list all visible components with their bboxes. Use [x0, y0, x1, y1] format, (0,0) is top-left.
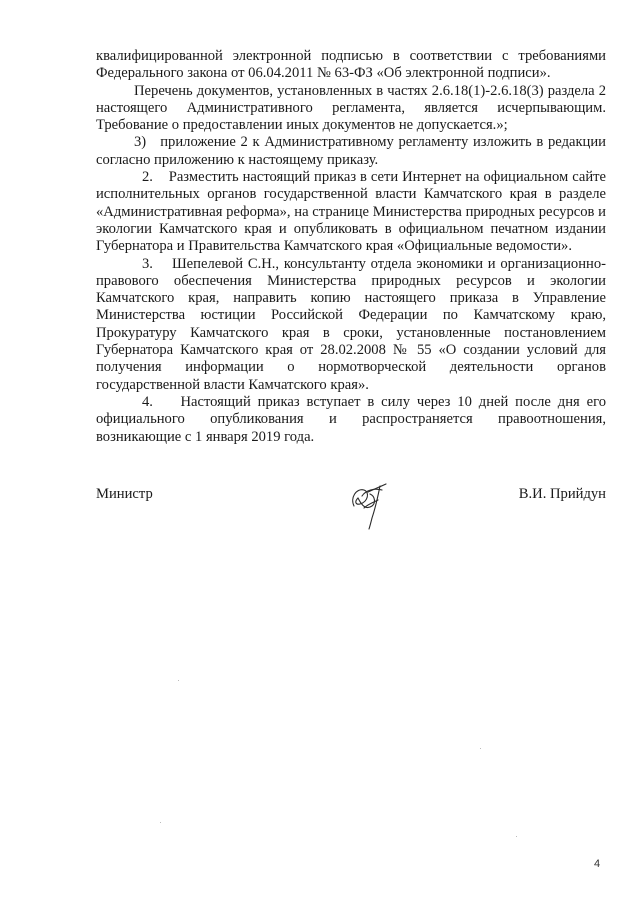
scan-speck: [178, 680, 179, 681]
scan-speck: [480, 748, 481, 749]
paragraph-item-4: 4. Настоящий приказ вступает в силу через 10 дней после дня его официального опубликования и распространяется правоотношения, возникающие с 1 января 2019 года.: [96, 393, 606, 445]
paragraph-continuation: квалифицированной электронной подписью в соответствии с требованиями Федерального закона от 06.04.2011 № 63-ФЗ «Об электронной подписи».: [96, 48, 606, 82]
paragraph-item-3: 3. Шепелевой С.Н., консультанту отдела экономики и организационно-правового обеспечения Министерства природных ресурсов и экологии Камчатского края, направить копию настоящего приказа в Управление Министерства юстиции Российской Федерации по Камчатскому краю, Прокуратуру Камчатского края в сроки, установленные постановлением Губернатора Камчатского края от 28.02.2008 № 55 «О создании условий для получения информации о нормотворческой деятельности органов государственной власти Камчатского края».: [96, 255, 606, 393]
paragraph-item-2: 2. Разместить настоящий приказ в сети Интернет на официальном сайте исполнительных органов государственной власти Камчатского края в разделе «Административная реформа», на странице Министерства природных ресурсов и экологии Камчатского края и опубликовать в официальном печатном издании Губернатора и Правительства Камчатского края «Официальные ведомости».: [96, 169, 606, 255]
page-number: 4: [594, 858, 601, 870]
scan-speck: [516, 836, 517, 837]
signatory-title: Министр: [96, 486, 153, 502]
signatory-name: В.И. Прийдун: [518, 486, 606, 502]
scan-speck: [160, 822, 161, 823]
signature-block: [96, 486, 606, 546]
paragraph-document-list: Перечень документов, установленных в частях 2.6.18(1)-2.6.18(3) раздела 2 настоящего Административного регламента, является исчерпывающим. Требование о предоставлении иных документов не допускается.»;: [96, 82, 606, 134]
handwritten-signature: [342, 476, 398, 532]
paragraph-subitem-3: 3) приложение 2 к Административному регламенту изложить в редакции согласно приложению к настоящему приказу.: [96, 134, 606, 168]
document-body: [96, 48, 606, 446]
